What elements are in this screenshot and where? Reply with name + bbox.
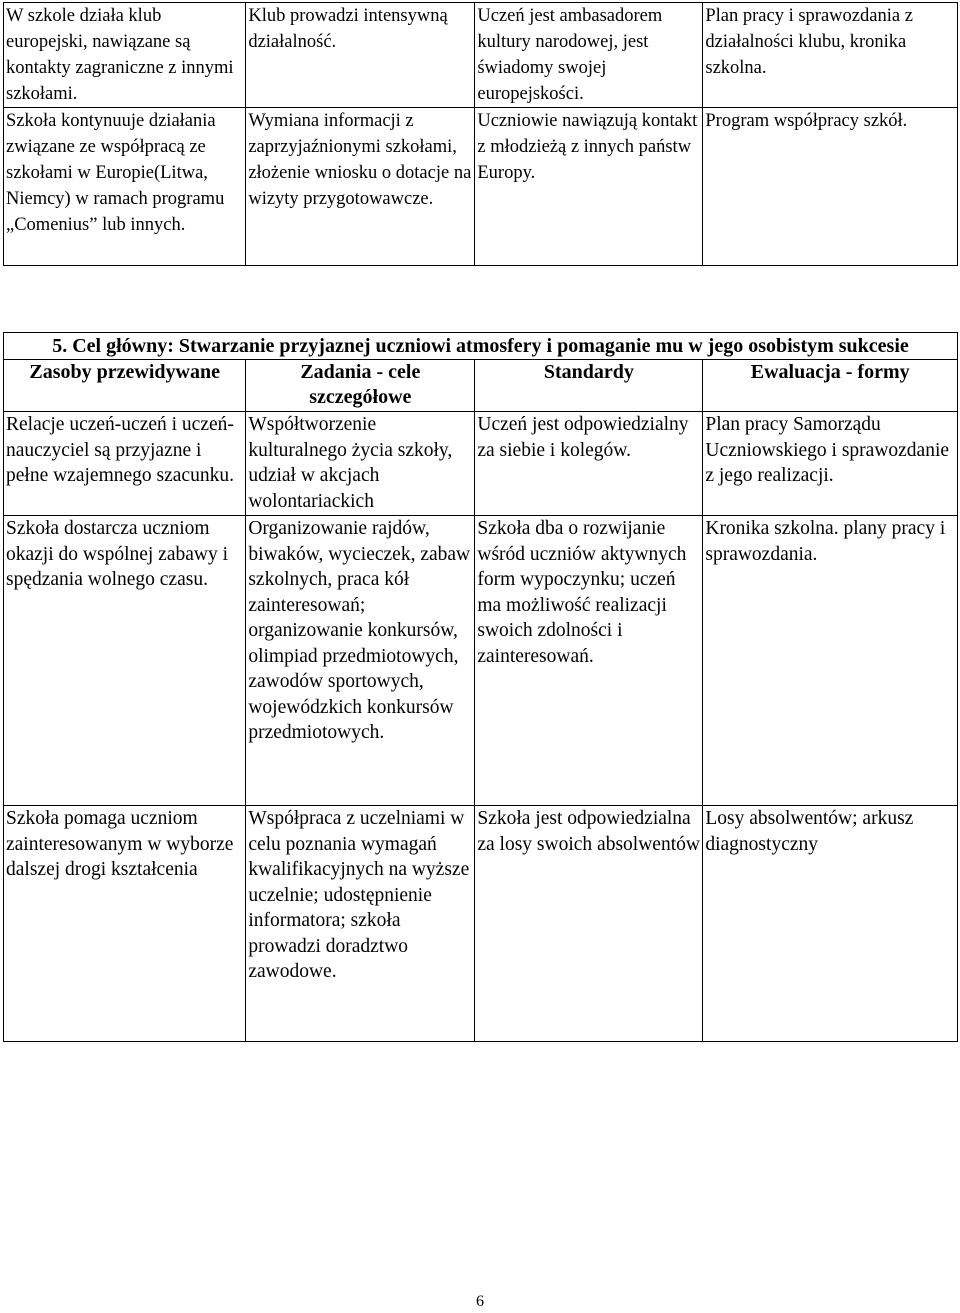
cell-text: Program współpracy szkół. xyxy=(705,111,908,131)
table-cell: Losy absolwentów; arkusz diagnostyczny xyxy=(703,806,958,1042)
top-table xyxy=(3,2,958,266)
table-cell: Plan pracy Samorządu Uczniowskiego i sprawozdanie z jego realizacji. xyxy=(703,412,958,516)
table-cell: Szkoła pomaga uczniom zainteresowanym w wyborze dalszej drogi kształcenia xyxy=(4,806,246,1042)
section-5-table xyxy=(3,332,958,1042)
table-cell: Szkoła jest odpowiedzialna za losy swoich absolwentów xyxy=(475,806,703,1042)
cell-text: W szkole działa klub europejski, nawiązane są kontakty zagraniczne z innymi szkołami. xyxy=(6,6,234,104)
table-cell: Uczeń jest odpowiedzialny za siebie i kolegów. xyxy=(475,412,703,516)
header-row xyxy=(4,360,958,412)
table-cell: Szkoła dba o rozwijanie wśród uczniów aktywnych form wypoczynku; uczeń ma możliwość realizacji swoich zdolności i zainteresowań. xyxy=(475,516,703,806)
section-title: 5. Cel główny: Stwarzanie przyjaznej uczniowi atmosfery i pomaganie mu w jego osobistym sukcesie xyxy=(4,333,958,360)
header-cell-tasks: Zadania - cele szczegółowe xyxy=(246,360,475,412)
table-row xyxy=(4,516,958,806)
table-cell xyxy=(4,108,246,266)
table-row xyxy=(4,108,958,266)
header-cell-standards: Standardy xyxy=(475,360,703,412)
header-cell-resources: Zasoby przewidywane xyxy=(4,360,246,412)
table-cell: Kronika szkolna. plany pracy i sprawozdania. xyxy=(703,516,958,806)
table-cell: Współtworzenie kulturalnego życia szkoły, udział w akcjach wolontariackich xyxy=(246,412,475,516)
table-row xyxy=(4,806,958,1042)
table-row xyxy=(4,412,958,516)
title-row xyxy=(4,333,958,360)
table-cell: Organizowanie rajdów, biwaków, wycieczek, zabaw szkolnych, praca kół zainteresowań; organizowanie konkursów, olimpiad przedmiotowych, zawodów sportowych, wojewódzkich konkursów przedmiotowych. xyxy=(246,516,475,806)
table-cell: Szkoła dostarcza uczniom okazji do wspólnej zabawy i spędzania wolnego czasu. xyxy=(4,516,246,806)
table-cell xyxy=(475,108,703,266)
table-row xyxy=(4,3,958,108)
page-number: 6 xyxy=(476,1293,484,1310)
cell-text: Uczeń jest ambasadorem kultury narodowej, jest świadomy swojej europejskości. xyxy=(477,6,663,104)
header-cell-evaluation: Ewaluacja - formy xyxy=(703,360,958,412)
table-cell: Współpraca z uczelniami w celu poznania wymagań kwalifikacyjnych na wyższe uczelnie; udostępnienie informatora; szkoła prowadzi doradztwo zawodowe. xyxy=(246,806,475,1042)
table-cell xyxy=(4,3,246,108)
table-cell xyxy=(703,3,958,108)
table-cell xyxy=(246,3,475,108)
cell-text: Plan pracy i sprawozdania z działalności klubu, kronika szkolna. xyxy=(705,6,913,78)
cell-text: Uczniowie nawiązują kontakt z młodzieżą z innych państw Europy. xyxy=(477,111,698,183)
table-cell xyxy=(703,108,958,266)
table-cell xyxy=(475,3,703,108)
cell-text: Klub prowadzi intensywną działalność. xyxy=(248,6,448,52)
table-cell xyxy=(246,108,475,266)
cell-text: Szkoła kontynuuje działania związane ze współpracą ze szkołami w Europie(Litwa, Niemcy) w ramach programu „Comenius” lub innych. xyxy=(6,111,225,235)
cell-text: Wymiana informacji z zaprzyjaźnionymi szkołami, złożenie wniosku o dotacje na wizyty przygotowawcze. xyxy=(248,111,472,209)
table-cell: Relacje uczeń-uczeń i uczeń-nauczyciel są przyjazne i pełne wzajemnego szacunku. xyxy=(4,412,246,516)
